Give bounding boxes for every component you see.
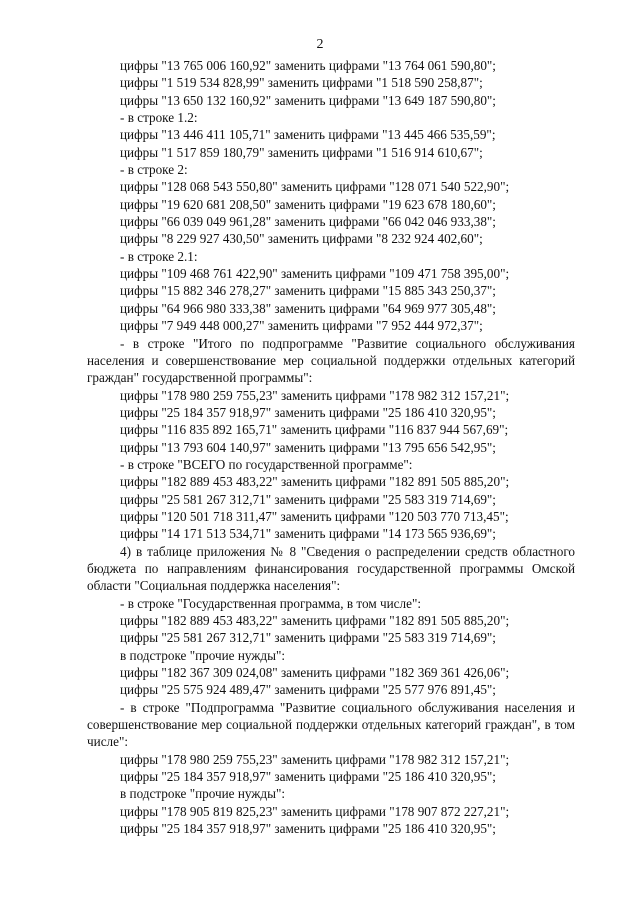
text-line: цифры "8 229 927 430,50" заменить цифрами "8 232 924 402,60"; [120,231,483,247]
text-line: цифры "25 184 357 918,97" заменить цифрами "25 186 410 320,95"; [120,821,496,837]
text-line: цифры "25 575 924 489,47" заменить цифрами "25 577 976 891,45"; [120,682,496,698]
text-line: цифры "25 184 357 918,97" заменить цифрами "25 186 410 320,95"; [120,769,496,785]
text-line: - в строке 2: [120,162,188,178]
text-line: цифры "182 889 453 483,22" заменить цифрами "182 891 505 885,20"; [120,474,510,490]
text-line: цифры "178 905 819 825,23" заменить цифрами "178 907 872 227,21"; [120,803,510,819]
text-line: цифры "109 468 761 422,90" заменить цифрами "109 471 758 395,00"; [120,266,510,282]
text-line: цифры "1 519 534 828,99" заменить цифрами "1 518 590 258,87"; [120,75,483,91]
text-line: цифры "7 949 448 000,27" заменить цифрами "7 952 444 972,37"; [120,318,483,334]
paragraph: - в строке "Итого по подпрограмме "Развитие социального обслуживания населения и совершенствование мер социальной поддержки отдельных категорий граждан" государственной программы": [87,335,575,386]
text-line: - в строке 2.1: [120,248,198,264]
text-line: цифры "182 889 453 483,22" заменить цифрами "182 891 505 885,20"; [120,613,510,628]
text-line: цифры "178 980 259 755,23" заменить цифрами "178 982 312 157,21"; [120,751,510,767]
text-line: цифры "13 650 132 160,92" заменить цифрами "13 649 187 590,80"; [120,92,496,108]
text-line: - в строке "Государственная программа, в том числе": [120,595,421,611]
paragraph: 4) в таблице приложения № 8 "Сведения о распределении средств областного бюджета по направлениям финансирования государственной программы Омской области "Социальная поддержка населения": [87,543,575,594]
paragraph: - в строке "Подпрограмма "Развитие социального обслуживания населения и совершенствование мер социальной поддержки отдельных категорий граждан", в том числе": [87,699,575,750]
text-line: цифры "128 068 543 550,80" заменить цифрами "128 071 540 522,90"; [120,179,510,195]
text-line: цифры "178 980 259 755,23" заменить цифрами "178 982 312 157,21"; [120,387,510,403]
text-line: цифры "25 184 357 918,97" заменить цифрами "25 186 410 320,95"; [120,404,496,420]
text-line: цифры "120 501 718 311,47" заменить цифрами "120 503 770 713,45"; [120,508,509,524]
text-line: цифры "116 835 892 165,71" заменить цифрами "116 837 944 567,69"; [120,422,509,438]
text-line: в подстроке "прочие нужды": [120,647,286,663]
text-line: цифры "64 966 980 333,38" заменить цифрами "64 969 977 305,48"; [120,300,496,316]
text-line: цифры "25 581 267 312,71" заменить цифрами "25 583 319 714,69"; [120,491,496,507]
text-line: цифры "25 581 267 312,71" заменить цифрами "25 583 319 714,69"; [120,630,496,646]
text-line: - в строке 1.2: [120,110,198,126]
text-line: цифры "13 446 411 105,71" заменить цифрами "13 445 466 535,59"; [120,127,496,143]
text-line: цифры "13 765 006 160,92" заменить цифрами "13 764 061 590,80"; [120,58,496,73]
text-line: цифры "182 367 309 024,08" заменить цифрами "182 369 361 426,06"; [120,665,510,681]
text-line: цифры "19 620 681 208,50" заменить цифрами "19 623 678 180,60"; [120,196,496,212]
document-body [87,57,575,837]
text-line: в подстроке "прочие нужды": [120,786,286,802]
text-line: цифры "15 882 346 278,27" заменить цифрами "15 885 343 250,37"; [120,283,496,299]
text-line: цифры "14 171 513 534,71" заменить цифрами "14 173 565 936,69"; [120,526,496,542]
text-line: цифры "1 517 859 180,79" заменить цифрами "1 516 914 610,67"; [120,144,483,160]
text-line: цифры "13 793 604 140,97" заменить цифрами "13 795 656 542,95"; [120,439,496,455]
text-line: - в строке "ВСЕГО по государственной программе": [120,456,413,472]
page-number: 2 [316,37,324,52]
text-line: цифры "66 039 049 961,28" заменить цифрами "66 042 046 933,38"; [120,214,496,230]
